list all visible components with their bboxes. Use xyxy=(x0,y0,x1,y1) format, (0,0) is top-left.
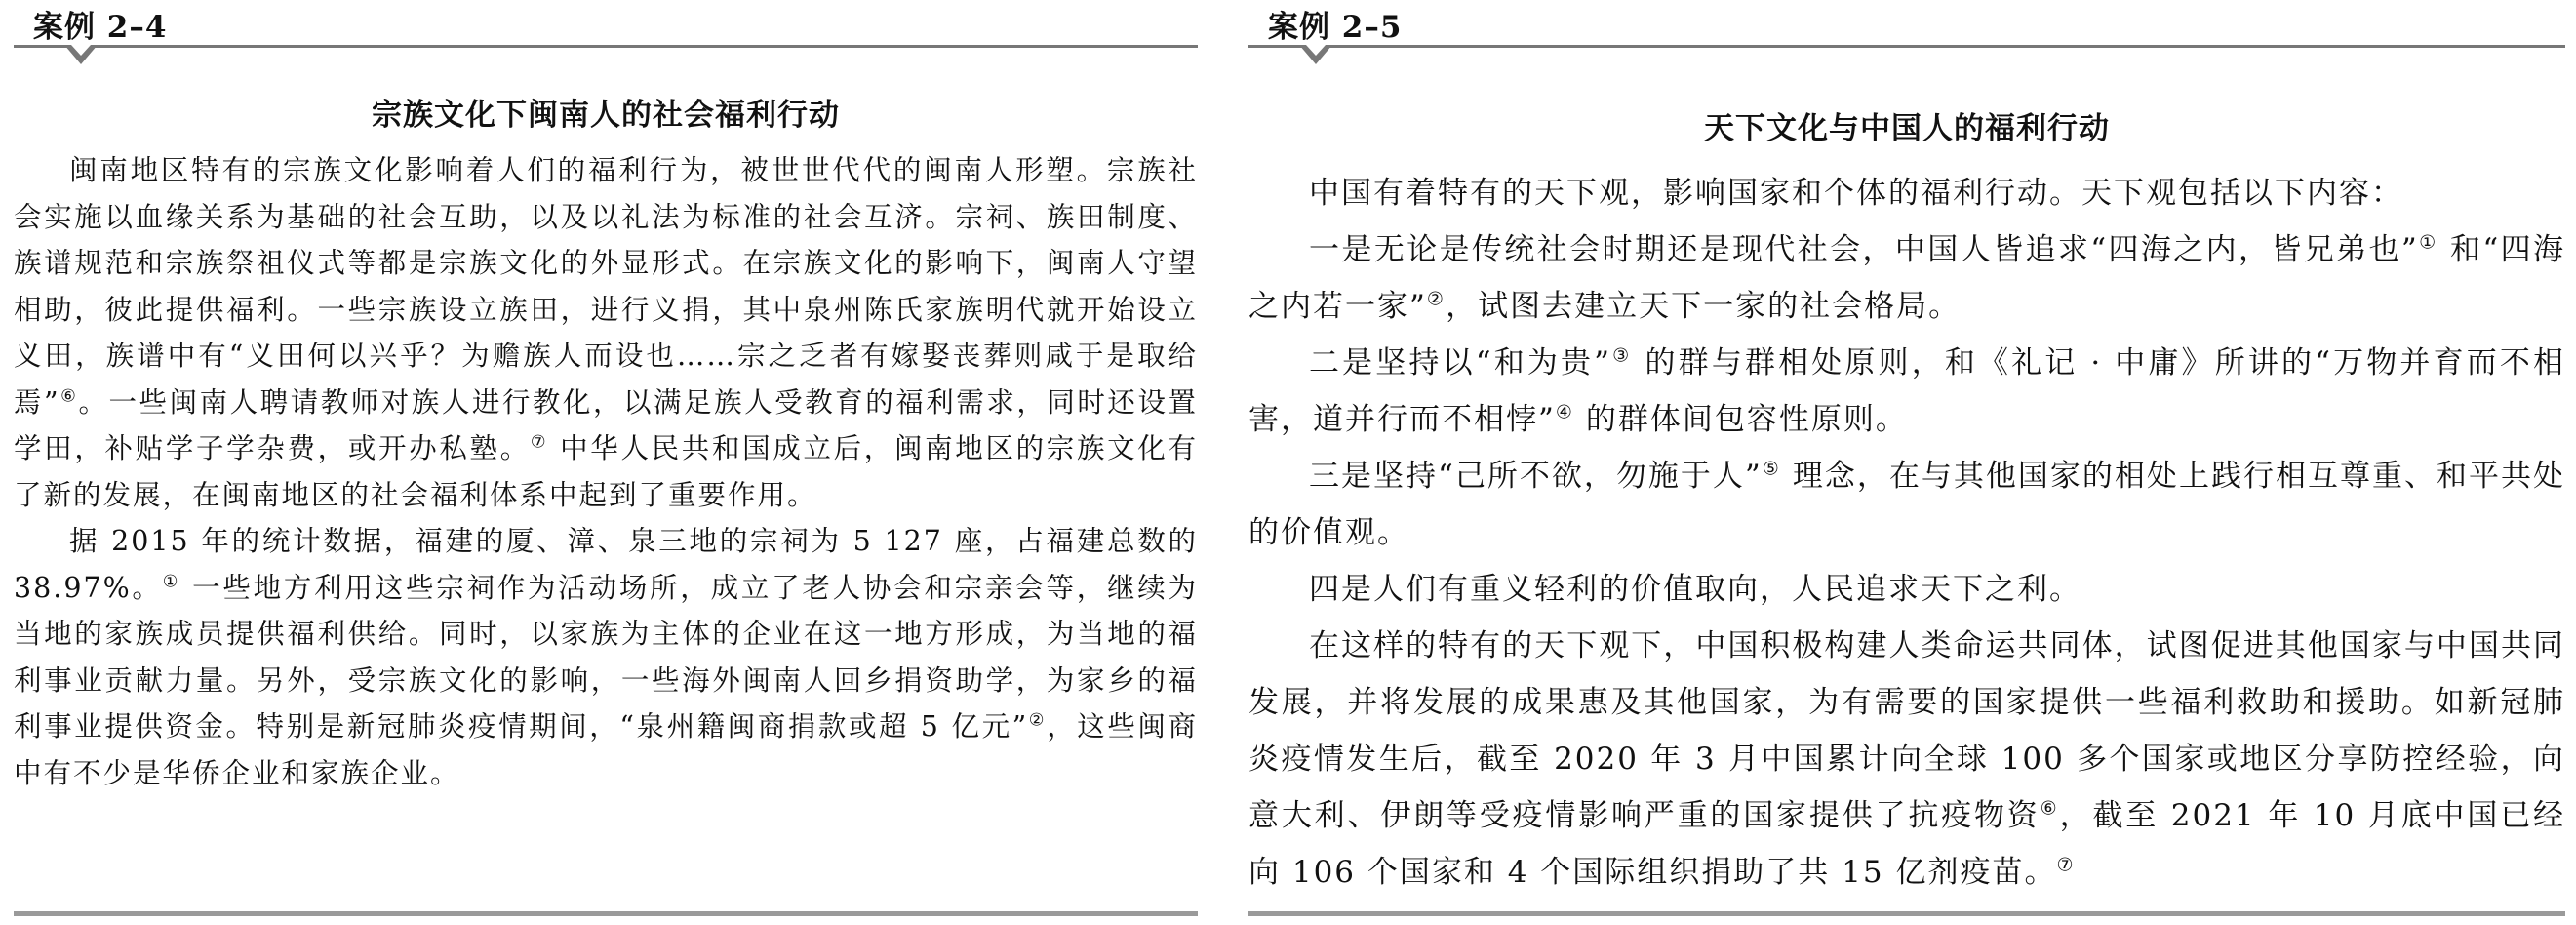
footnote-marker: ⑤ xyxy=(1762,457,1782,480)
paragraph-text: 闽南地区特有的宗族文化影响着人们的福利行为，被世世代代的闽南人形塑。宗族社会实施以血缘关系为基础的社会互助，以及以礼法为标准的社会互济。宗祠、族田制度、族谱规范和宗族祭祖仪式等都是宗族文化的外显形式。在宗族文化的影响下，闽南人守望相助，彼此提供福利。一些宗族设立族田，进行义捐，其中泉州陈氏家族明代就开始设立义田，族谱中有“义田何以兴乎？为赡族人而设也……宗之乏者有嫁娶丧葬则咸于是取给焉” xyxy=(14,154,1198,419)
paragraph-text: 的群与群相处原则，和《礼记 · 中庸》所讲的“万物并育而不相害，道并行而不相悖” xyxy=(1248,345,2566,437)
paragraph-text: ，试图去建立天下一家的社会格局。 xyxy=(1446,289,1962,324)
paragraph-text: 中华人民共和国成立后，闽南地区的宗族文化有了新的发展，在闽南地区的社会福利体系中起到了重要作用。 xyxy=(14,432,1198,511)
paragraph xyxy=(1248,561,2565,618)
paragraph xyxy=(1248,221,2565,335)
paragraph-text: 据 2015 年的统计数据，福建的厦、漳、泉三地的宗祠为 5 127 座，占福建总数的 38.97%。 xyxy=(14,525,1199,604)
paragraph-text: 四是人们有重义轻利的价值取向，人民追求天下之利。 xyxy=(1309,572,2081,607)
paragraph-text: 和“四海之内若一家” xyxy=(1248,232,2565,324)
footnote-marker: ⑦ xyxy=(530,432,549,453)
paragraph-text: ，截至 2021 年 10 月底中国已经向 106 个国家和 4 个国际组织捐助了共 15 亿剂疫苗。 xyxy=(1248,798,2566,890)
footnote-marker: ④ xyxy=(1555,400,1575,423)
paragraph-text: 。一些闽南人聘请教师对族人进行教化，以满足族人受教育的福利需求，同时还设置学田，补贴学子学杂费，或开办私塾。 xyxy=(14,385,1198,464)
footnote-marker: ② xyxy=(1426,287,1447,310)
paragraph xyxy=(1248,335,2565,448)
footnote-marker: ② xyxy=(1028,710,1048,731)
paragraph-text: 的群体间包容性原则。 xyxy=(1574,402,1908,437)
bottom-rule xyxy=(14,911,1198,916)
paragraph-text: 二是坚持以“和为贵” xyxy=(1309,345,1612,381)
header-triangle-icon xyxy=(1299,45,1332,66)
paragraph-text: 一些地方利用这些宗祠作为活动场所，成立了老人协会和宗亲会等，继续为当地的家族成员提供福利供给。同时，以家族为主体的企业在这一地方形成，为当地的福利事业贡献力量。另外，受宗族文化的影响，一些海外闽南人回乡捐资助学，为家乡的福利事业提供资金。特别是新冠肺炎疫情期间，“泉州籍闽商捐款或超 5 亿元” xyxy=(14,571,1198,743)
footnote-marker: ⑦ xyxy=(2056,853,2076,876)
case-header xyxy=(14,0,1198,59)
header-rule xyxy=(1248,45,2565,48)
paragraph-text: 三是坚持“己所不欲，勿施于人” xyxy=(1309,459,1763,494)
paragraph-text: 一是无论是传统社会时期还是现代社会，中国人皆追求“四海之内，皆兄弟也” xyxy=(1309,232,2419,267)
paragraph-text: ，这些闽商中有不少是华侨企业和家族企业。 xyxy=(14,710,1198,789)
case-box-2-4 xyxy=(14,0,1198,796)
footnote-marker: ⑥ xyxy=(2040,796,2060,820)
case-header xyxy=(1248,0,2565,59)
bottom-rule xyxy=(1248,911,2565,916)
header-rule xyxy=(14,45,1198,48)
case-label: 案例 2–4 xyxy=(33,10,168,45)
case-title: 天下文化与中国人的福利行动 xyxy=(1704,111,2110,146)
case-label: 案例 2–5 xyxy=(1268,10,1403,45)
paragraph-text: 在这样的特有的天下观下，中国积极构建人类命运共同体，试图促进其他国家与中国共同发展，并将发展的成果惠及其他国家，为有需要的国家提供一些福利救助和援助。如新冠肺炎疫情发生后，截至 2020 年 3 月中国累计向全球 100 多个国家或地区分享防控经验，向意大利、伊朗等受疫情影响严重的国家提供了抗疫物资 xyxy=(1248,628,2565,833)
paragraph xyxy=(1248,618,2565,901)
paragraph-text: 中国有着特有的天下观，影响国家和个体的福利行动。天下观包括以下内容： xyxy=(1309,176,2403,211)
paragraph xyxy=(1248,448,2565,561)
case-title: 宗族文化下闽南人的社会福利行动 xyxy=(372,98,840,133)
paragraph xyxy=(14,147,1198,518)
paragraph xyxy=(1248,165,2565,221)
footnote-marker: ③ xyxy=(1611,343,1633,367)
header-triangle-icon xyxy=(64,45,98,66)
footnote-marker: ⑥ xyxy=(59,385,79,406)
case-box-2-5 xyxy=(1248,0,2565,901)
paragraph-text: 理念，在与其他国家的相处上践行相互尊重、和平共处的价值观。 xyxy=(1248,459,2565,550)
footnote-marker: ① xyxy=(2418,230,2438,254)
paragraph xyxy=(14,518,1198,796)
footnote-marker: ① xyxy=(162,571,181,591)
